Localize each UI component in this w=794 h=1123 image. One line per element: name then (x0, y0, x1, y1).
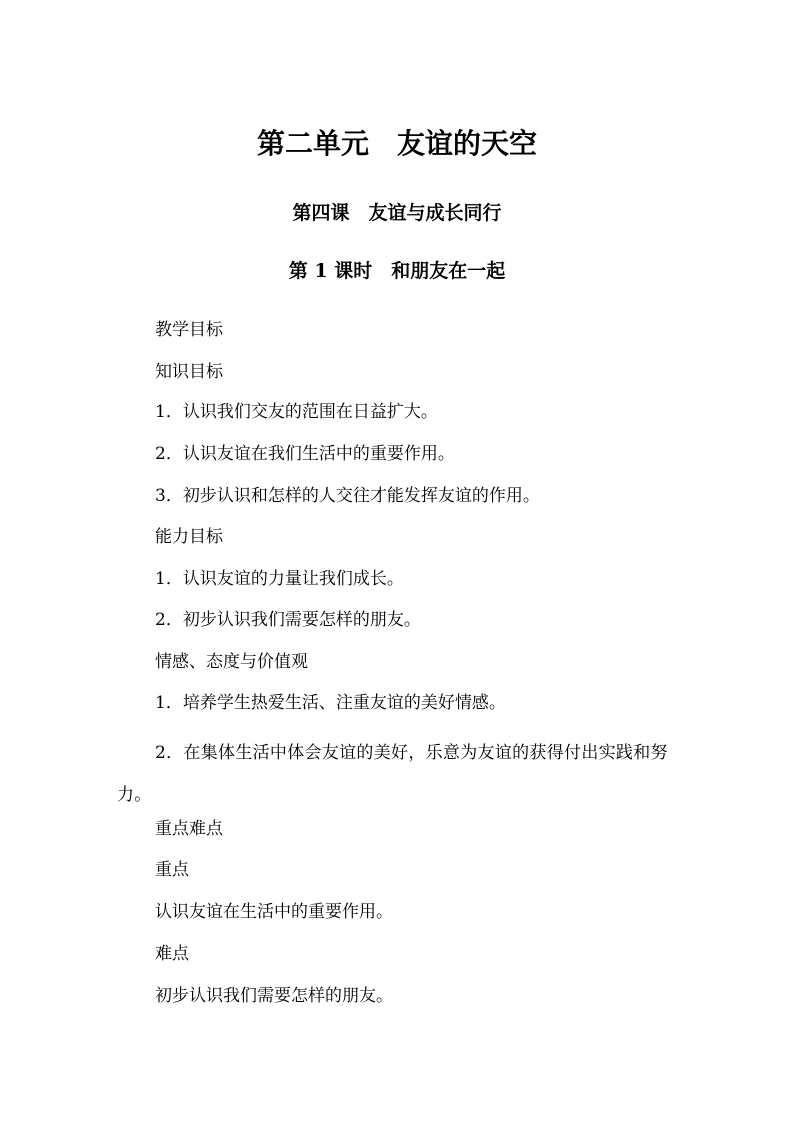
key-point-heading: 重点 (155, 860, 189, 880)
ability-item: 1．认识友谊的力量让我们成长。 (155, 569, 404, 589)
key-point-text: 认识友谊在生活中的重要作用。 (155, 902, 393, 922)
knowledge-goals-heading: 知识目标 (155, 362, 223, 382)
key-points-heading: 重点难点 (155, 819, 223, 839)
knowledge-item: 3．初步认识和怎样的人交往才能发挥友谊的作用。 (155, 486, 540, 506)
difficult-point-heading: 难点 (155, 944, 189, 964)
emotion-item: 1．培养学生热爱生活、注重友谊的美好情感。 (155, 693, 506, 713)
ability-goals-heading: 能力目标 (155, 527, 223, 547)
emotion-goals-heading: 情感、态度与价值观 (155, 652, 308, 672)
ability-item: 2．初步认识我们需要怎样的朋友。 (155, 610, 421, 630)
lesson-title: 第四课 友谊与成长同行 (292, 202, 502, 224)
difficult-point-text: 初步认识我们需要怎样的朋友。 (155, 986, 393, 1006)
unit-title: 第二单元 友谊的天空 (256, 127, 537, 160)
emotion-item-paragraph: 2．在集体生活中体会友谊的美好，乐意为友谊的获得付出实践和努力。 (117, 743, 668, 805)
knowledge-item: 2．认识友谊在我们生活中的重要作用。 (155, 444, 455, 464)
knowledge-item: 1．认识我们交友的范围在日益扩大。 (155, 402, 438, 422)
period-title: 第 1 课时 和朋友在一起 (288, 260, 506, 282)
teaching-goals-heading: 教学目标 (155, 320, 223, 340)
